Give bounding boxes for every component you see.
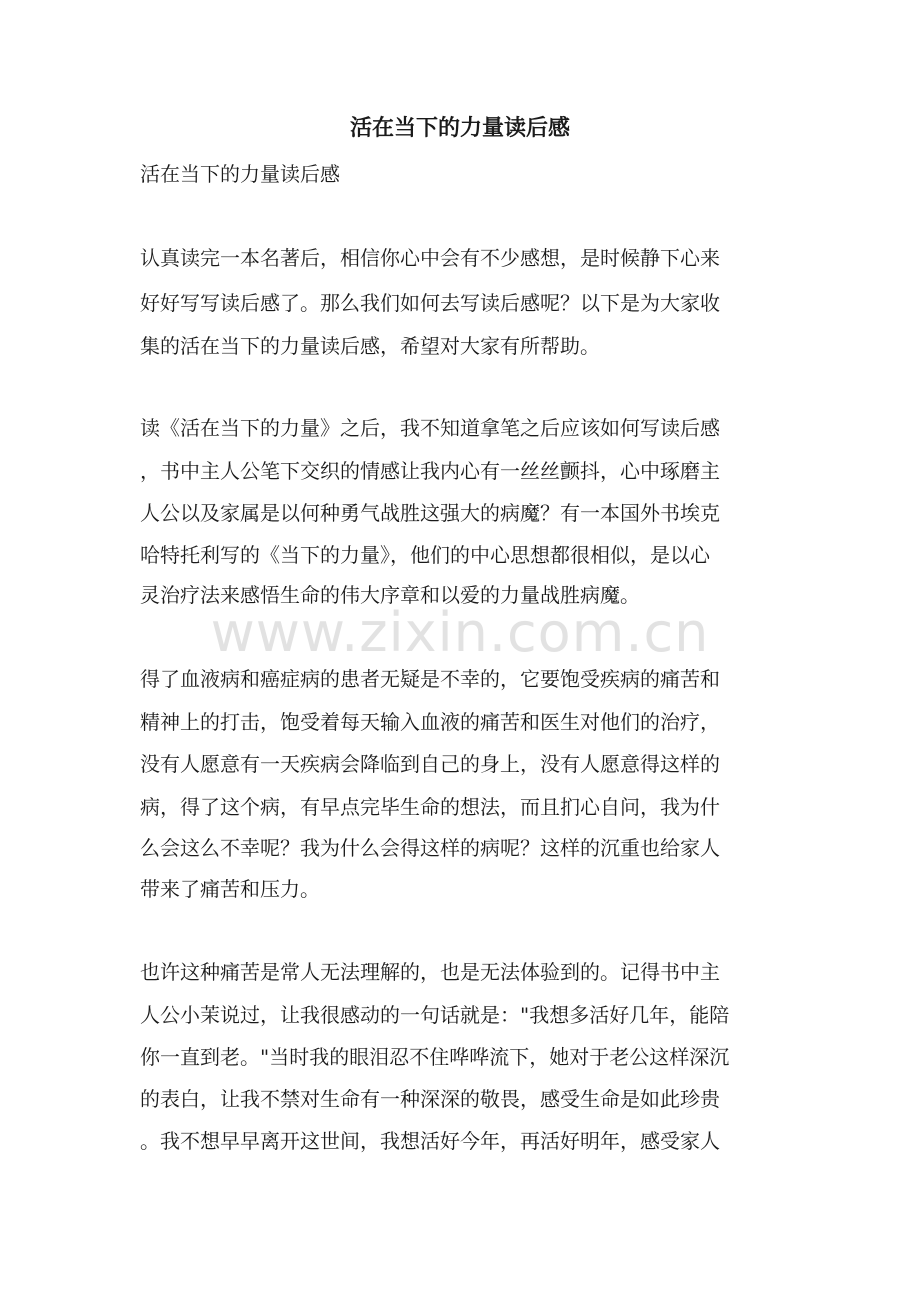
text-line: ，书中主人公笔下交织的情感让我内心有一丝丝颤抖，心中琢磨主 (140, 459, 720, 483)
text-line: 集的活在当下的力量读后感，希望对大家有所帮助。 (140, 334, 600, 358)
text-line: 没有人愿意有一天疾病会降临到自己的身上，没有人愿意得这样的 (140, 752, 720, 776)
text-line: 人公小茉说过，让我很感动的一句话就是："我想多活好几年，能陪 (140, 1003, 730, 1027)
text-line: 认真读完一本名著后，相信你心中会有不少感想，是时候静下心来 (140, 246, 720, 270)
text-line: 么会这么不幸呢？我为什么会得这样的病呢？这样的沉重也给家人 (140, 836, 720, 860)
text-line: 灵治疗法来感悟生命的伟大序章和以爱的力量战胜病魔。 (140, 583, 640, 607)
text-line: 好好写写读后感了。那么我们如何去写读后感呢？以下是为大家收 (140, 291, 720, 315)
document-subtitle: 活在当下的力量读后感 (140, 162, 340, 186)
text-line: 带来了痛苦和压力。 (140, 877, 320, 901)
document-title: 活在当下的力量读后感 (349, 115, 570, 141)
text-line: 。我不想早早离开这世间，我想活好今年，再活好明年，感受家人 (140, 1129, 720, 1153)
text-line: 你一直到老。"当时我的眼泪忍不住哗哗流下，她对于老公这样深沉 (140, 1045, 730, 1069)
text-line: 哈特托利写的《当下的力量》，他们的中心思想都很相似，是以心 (140, 543, 710, 567)
text-line: 人公以及家属是以何种勇气战胜这强大的病魔？有一本国外书埃克 (140, 501, 720, 525)
text-line: 读《活在当下的力量》之后，我不知道拿笔之后应该如何写读后感 (140, 416, 720, 440)
text-line: 得了血液病和癌症病的患者无疑是不幸的，它要饱受疾病的痛苦和 (140, 667, 720, 691)
watermark: www.zixin.com.cn (210, 601, 710, 664)
text-line: 精神上的打击，饱受着每天输入血液的痛苦和医生对他们的治疗， (140, 710, 720, 734)
text-line: 病，得了这个病，有早点完毕生命的想法，而且扪心自问，我为什 (140, 795, 720, 819)
text-line: 的表白，让我不禁对生命有一种深深的敬畏，感受生命是如此珍贵 (140, 1087, 720, 1111)
text-line: 也许这种痛苦是常人无法理解的，也是无法体验到的。记得书中主 (140, 960, 720, 984)
